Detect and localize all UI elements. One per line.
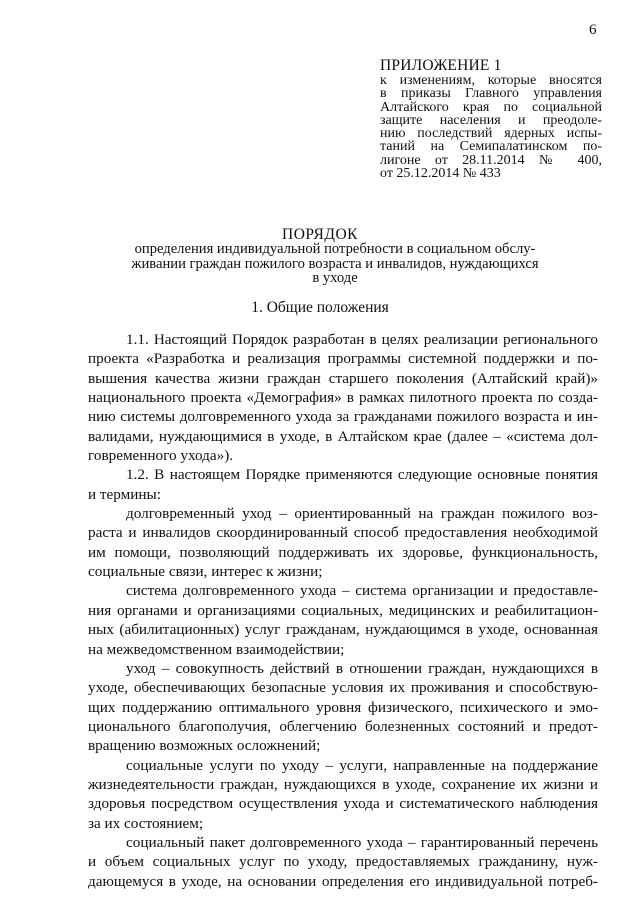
body-line: и объем социальных услуг по уходу, предоставляемых гражданину, нуж- (88, 853, 598, 871)
page-number: 6 (589, 22, 597, 38)
body-line: щих поддержанию оптимального уровня физического, психического и эмо- (88, 698, 598, 716)
body-line: социальный пакет долговременного ухода – гарантированный перечень (126, 833, 598, 851)
appendix-line: таний на Семипалатинском по- (380, 139, 602, 155)
appendix-line: защите населения и преодоле- (380, 112, 602, 128)
body-line: 1.1. Настоящий Порядок разработан в целях реализации регионального (126, 331, 598, 348)
body-line: проекта «Разработка и реализация программы системной поддержки и по- (88, 350, 598, 368)
body-text (88, 330, 598, 891)
body-line: и термины: (88, 485, 161, 503)
appendix-line: к изменениям, которые вносятся (380, 73, 602, 88)
body-line: вращению возможных осложнений; (88, 737, 321, 755)
body-line: раста и инвалидов скоординированный способ предоставления необходимой (88, 524, 598, 542)
body-line: ния органами и организациями социальных, медицинских и реабилитацион- (88, 601, 598, 619)
body-line: ных (абилитационных) услуг гражданам, нуждающимся в уходе, основанная (88, 621, 598, 639)
body-line: вышения качества жизни граждан старшего поколения (Алтайский край)» (88, 369, 598, 387)
body-line: национального проекта «Демография» в рамках пилотного проекта по созда- (88, 389, 598, 407)
body-line: здоровья посредством осуществления ухода и систематического наблюдения (88, 795, 598, 813)
body-line: 1.2. В настоящем Порядке применяются следующие основные понятия (126, 466, 598, 484)
appendix-line: от 25.12.2014 № 433 (380, 166, 501, 182)
appendix-title: ПРИЛОЖЕНИЕ 1 (380, 57, 502, 74)
body-line: система долговременного ухода – система организации и предоставле- (126, 582, 598, 600)
body-line: говременного ухода»). (88, 447, 234, 465)
document-subtitle (100, 242, 570, 286)
body-line: социальные услуги по уходу – услуги, направленные на поддержание (126, 756, 598, 774)
body-line: уход – совокупность действий в отношении граждан, нуждающихся в (126, 659, 598, 677)
appendix-block (380, 58, 602, 180)
body-line: на межведомственном взаимодействии; (88, 640, 345, 658)
body-line: уходе, обеспечивающих безопасные условия их проживания и способствую- (88, 679, 598, 697)
appendix-line: Алтайского края по социальной (380, 99, 602, 115)
appendix-line: лигоне от 28.11.2014 № 400, (380, 152, 602, 168)
appendix-line: в приказы Главного управления (380, 86, 602, 102)
body-line: дающемуся в уходе, на основании определения его индивидуальной потреб- (88, 872, 598, 890)
subtitle-line: определения индивидуальной потребности в социальном обслу- (134, 241, 536, 257)
body-line: нию системы долговременного ухода за гражданами пожилого возраста и ин- (88, 408, 598, 426)
body-line: валидами, нуждающимися в уходе, в Алтайском крае (далее – «система дол- (88, 427, 598, 445)
body-line: жизнедеятельности граждан, нуждающихся в уходе, сохранение их жизни и (88, 775, 598, 793)
appendix-line: нию последствий ядерных испы- (380, 126, 602, 142)
section-heading: 1. Общие положения (251, 299, 389, 316)
body-line: социальные связи, интерес к жизни; (88, 563, 323, 581)
subtitle-line: в уходе (312, 270, 358, 286)
document-title: ПОРЯДОК (282, 226, 358, 243)
body-line: за их состоянием; (88, 814, 204, 832)
body-line: ционального благополучия, облегчению болезненных состояний и предот- (88, 717, 598, 735)
subtitle-line: живании граждан пожилого возраста и инвалидов, нуждающихся (131, 255, 539, 272)
body-line: долговременный уход – ориентированный на граждан пожилого воз- (126, 505, 598, 523)
body-line: им помощи, позволяющий поддерживать их здоровье, функциональность, (88, 543, 598, 561)
